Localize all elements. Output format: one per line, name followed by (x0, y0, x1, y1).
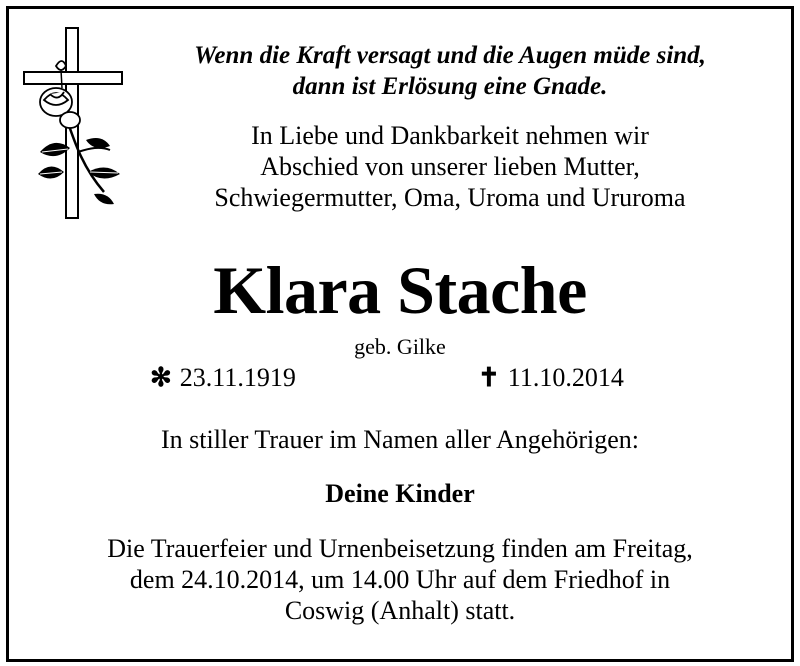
intro-line-2: Abschied von unserer lieben Mutter, (260, 152, 640, 181)
birth-star-icon: ✻ (150, 363, 172, 392)
funeral-line-2: dem 24.10.2014, um 14.00 Uhr auf dem Friedhof in (129, 565, 671, 594)
intro-line-1: In Liebe und Dankbarkeit nehmen wir (251, 121, 649, 150)
death-cross-icon: ✝ (478, 363, 500, 392)
motto-line-1: Wenn die Kraft versagt und die Augen müde sind, (194, 42, 706, 69)
motto (50, 40, 800, 102)
funeral-line-3: Coswig (Anhalt) statt. (284, 596, 516, 625)
death-date: 11.10.2014 (507, 363, 624, 392)
family-signature: Deine Kinder (325, 479, 475, 508)
deceased-name: Klara Stache (213, 252, 587, 328)
maiden-name: geb. Gilke (354, 334, 446, 359)
motto-line-2: dann ist Erlösung eine Gnade. (292, 73, 608, 100)
funeral-notice (0, 533, 800, 626)
death-date-row (478, 362, 624, 394)
intro-text (50, 120, 800, 213)
birth-date: 23.11.1919 (179, 363, 296, 392)
intro-line-3: Schwiegermutter, Oma, Uroma und Ururoma (214, 183, 686, 212)
funeral-line-1: Die Trauerfeier und Urnenbeisetzung finden am Freitag, (107, 534, 693, 563)
mourning-text: In stiller Trauer im Namen aller Angehörigen: (160, 425, 639, 454)
birth-date-row (150, 362, 296, 394)
